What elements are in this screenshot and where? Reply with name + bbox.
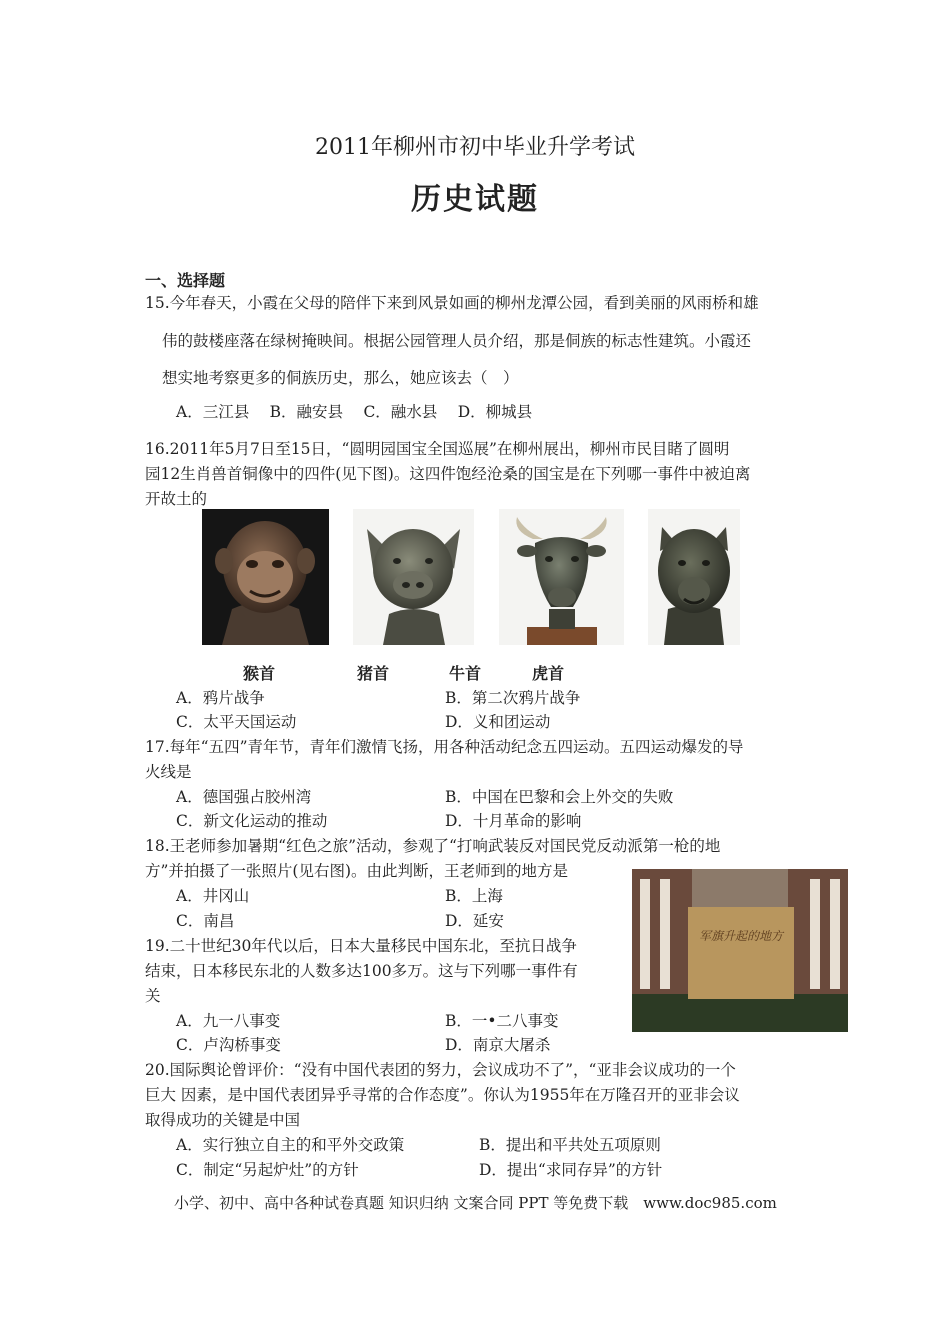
q16-line1: 16.2011年5月7日至15日，“圆明园国宝全国巡展”在柳州展出，柳州市民目睹了圆明: [145, 440, 730, 458]
q20-line1: 20.国际舆论曾评价：“没有中国代表团的努力，会议成功不了”，“亚非会议成功的一个: [145, 1061, 736, 1079]
q20-line2: 巨大 因素，是中国代表团异乎寻常的合作态度”。你认为1955年在万隆召开的亚非会议: [145, 1086, 740, 1104]
q18-line1: 18.王老师参加暑期“红色之旅”活动，参观了“打响武装反对国民党反动派第一枪的地: [145, 837, 721, 855]
q18-line2: 方”并拍摄了一张照片(见右图)。由此判断，王老师到的地方是: [145, 862, 569, 880]
q15-line1: 15.今年春天，小霞在父母的陪伴下来到风景如画的柳州龙潭公园，看到美丽的风雨桥和雄: [145, 294, 759, 312]
q16-option-d: D．义和团运动: [445, 713, 551, 731]
monument-inscription: 军旗升起的地方: [698, 929, 783, 943]
q16-line2: 园12生肖兽首铜像中的四件(见下图)。这四件饱经沧桑的国宝是在下列哪一事件中被迫离: [145, 465, 751, 483]
q16-line3: 开故土的: [145, 490, 208, 508]
q20-line3: 取得成功的关键是中国: [145, 1111, 301, 1129]
q19-option-c: C．卢沟桥事变: [176, 1036, 281, 1054]
q16-option-a: A．鸦片战争: [176, 689, 265, 707]
q19-option-d: D．南京大屠杀: [445, 1036, 551, 1054]
subject-title: 历史试题: [411, 182, 539, 217]
tiger-head-image: [648, 509, 740, 645]
q15-line3: 想实地考察更多的侗族历史，那么，她应该去（ ）: [162, 369, 519, 387]
pig-head-image: [353, 509, 474, 645]
q17-option-a: A．德国强占胶州湾: [176, 788, 312, 806]
caption-ox: 牛首: [449, 664, 482, 683]
q20-option-c: C．制定“另起炉灶”的方针: [176, 1161, 359, 1179]
caption-monkey: 猴首: [243, 664, 276, 683]
q18-option-c: C．南昌: [176, 912, 235, 930]
q19-line2: 结束，日本移民东北的人数多达100多万。这与下列哪一事件有: [145, 962, 578, 980]
caption-pig: 猪首: [357, 664, 390, 683]
exam-title: 2011年柳州市初中毕业升学考试: [315, 135, 635, 160]
q17-option-c: C．新文化运动的推动: [176, 812, 328, 830]
q20-option-a: A．实行独立自主的和平外交政策: [176, 1136, 405, 1154]
q17-option-d: D．十月革命的影响: [445, 812, 582, 830]
caption-tiger: 虎首: [532, 664, 565, 683]
section-title: 一、选择题: [145, 271, 226, 290]
q16-option-b: B．第二次鸦片战争: [445, 689, 581, 707]
q16-option-c: C．太平天国运动: [176, 713, 297, 731]
q17-line1: 17.每年“五四”青年节，青年们激情飞扬，用各种活动纪念五四运动。五四运动爆发的导: [145, 738, 744, 756]
q20-option-d: D．提出“求同存异”的方针: [479, 1161, 663, 1179]
q19-line1: 19.二十世纪30年代以后，日本大量移民中国东北，至抗日战争: [145, 937, 577, 955]
monkey-head-image: [202, 509, 329, 645]
q18-option-b: B．上海: [445, 887, 503, 905]
ox-head-image: [499, 509, 624, 645]
q19-option-a: A．九一八事变: [176, 1012, 281, 1030]
footer-text: 小学、初中、高中各种试卷真题 知识归纳 文案合同 PPT 等免费下载 www.doc985.com: [174, 1194, 777, 1212]
q18-option-a: A．井冈山: [176, 887, 250, 905]
q15-options: A．三江县 B．融安县 C．融水县 D．柳城县: [176, 403, 533, 421]
q20-option-b: B．提出和平共处五项原则: [479, 1136, 661, 1154]
q17-line2: 火线是: [145, 763, 192, 781]
monument-photo: [632, 869, 848, 1032]
q19-line3: 关: [145, 987, 161, 1005]
q17-option-b: B．中国在巴黎和会上外交的失败: [445, 788, 674, 806]
q15-line2: 伟的鼓楼座落在绿树掩映间。根据公园管理人员介绍，那是侗族的标志性建筑。小霞还: [162, 332, 752, 350]
q19-option-b: B．一•二八事变: [445, 1012, 559, 1030]
q18-option-d: D．延安: [445, 912, 504, 930]
